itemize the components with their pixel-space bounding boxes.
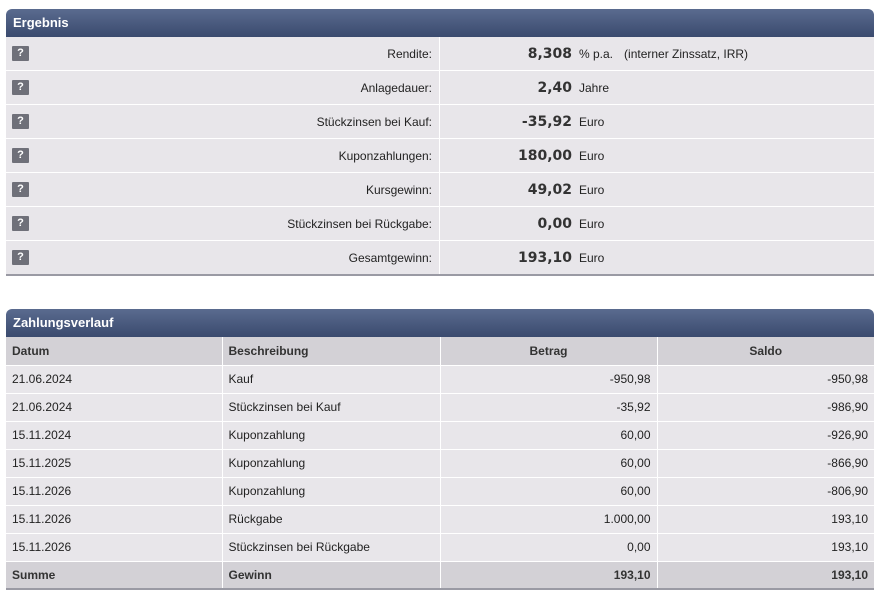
result-unit: Euro [579, 182, 605, 197]
result-title: Ergebnis [6, 9, 874, 37]
help-icon[interactable]: ? [12, 114, 29, 129]
cell-balance: -866,90 [657, 449, 874, 477]
result-label: Stückzinsen bei Rückgabe: [287, 216, 432, 231]
result-row-stueckzinsen-kauf [6, 105, 874, 139]
footer-label: Summe [6, 561, 222, 589]
cell-balance: -806,90 [657, 477, 874, 505]
result-value: -35,92 [521, 113, 572, 130]
cell-amount: 0,00 [440, 533, 657, 561]
result-row-gesamtgewinn [6, 241, 874, 276]
table-row [6, 421, 874, 449]
cell-description: Kauf [222, 365, 440, 393]
cell-balance: 193,10 [657, 505, 874, 533]
column-header-datum: Datum [6, 337, 222, 365]
result-panel [6, 9, 874, 276]
payments-table [6, 337, 874, 590]
cell-description: Stückzinsen bei Rückgabe [222, 533, 440, 561]
payments-title: Zahlungsverlauf [6, 309, 874, 337]
column-header-beschreibung: Beschreibung [222, 337, 440, 365]
cell-description: Rückgabe [222, 505, 440, 533]
cell-amount: 60,00 [440, 449, 657, 477]
help-icon[interactable]: ? [12, 148, 29, 163]
result-row-stueckzinsen-rueckgabe [6, 207, 874, 241]
result-label: Anlagedauer: [360, 80, 432, 95]
result-row-rendite [6, 37, 874, 71]
cell-date: 15.11.2026 [6, 477, 222, 505]
result-unit: % p.a. [579, 46, 614, 61]
table-row [6, 365, 874, 393]
cell-date: 15.11.2024 [6, 421, 222, 449]
help-icon[interactable]: ? [12, 80, 29, 95]
result-value: 180,00 [517, 147, 572, 164]
result-value: 0,00 [537, 215, 572, 232]
cell-amount: 60,00 [440, 421, 657, 449]
result-row-anlagedauer [6, 71, 874, 105]
cell-balance: -926,90 [657, 421, 874, 449]
payments-panel [6, 309, 874, 590]
footer-description: Gewinn [222, 561, 440, 589]
table-row [6, 477, 874, 505]
result-value: 49,02 [527, 181, 572, 198]
result-unit: Euro [579, 216, 605, 231]
footer-balance: 193,10 [657, 561, 874, 589]
cell-balance: -950,98 [657, 365, 874, 393]
table-footer-row [6, 561, 874, 589]
result-value: 8,308 [527, 45, 572, 62]
help-icon[interactable]: ? [12, 182, 29, 197]
table-row [6, 449, 874, 477]
cell-description: Kuponzahlung [222, 421, 440, 449]
cell-description: Kuponzahlung [222, 449, 440, 477]
help-icon[interactable]: ? [12, 216, 29, 231]
cell-amount: -950,98 [440, 365, 657, 393]
result-label: Stückzinsen bei Kauf: [316, 114, 432, 129]
cell-date: 21.06.2024 [6, 393, 222, 421]
table-row [6, 505, 874, 533]
result-label: Gesamtgewinn: [348, 250, 432, 265]
result-table [6, 37, 874, 276]
result-unit: Jahre [579, 80, 610, 95]
result-label: Kursgewinn: [365, 182, 432, 197]
result-row-kuponzahlungen [6, 139, 874, 173]
cell-amount: 60,00 [440, 477, 657, 505]
cell-balance: 193,10 [657, 533, 874, 561]
table-header-row [6, 337, 874, 365]
cell-amount: -35,92 [440, 393, 657, 421]
table-row [6, 393, 874, 421]
cell-description: Kuponzahlung [222, 477, 440, 505]
cell-description: Stückzinsen bei Kauf [222, 393, 440, 421]
result-unit: Euro [579, 114, 605, 129]
result-unit: Euro [579, 148, 605, 163]
result-value: 2,40 [537, 79, 572, 96]
result-value: 193,10 [517, 249, 572, 266]
cell-date: 15.11.2025 [6, 449, 222, 477]
cell-balance: -986,90 [657, 393, 874, 421]
cell-date: 21.06.2024 [6, 365, 222, 393]
result-note: (interner Zinssatz, IRR) [624, 46, 749, 61]
cell-date: 15.11.2026 [6, 505, 222, 533]
result-label: Kuponzahlungen: [338, 148, 432, 163]
result-label: Rendite: [387, 46, 432, 61]
result-row-kursgewinn [6, 173, 874, 207]
column-header-saldo: Saldo [657, 337, 874, 365]
help-icon[interactable]: ? [12, 46, 29, 61]
result-unit: Euro [579, 250, 605, 265]
cell-amount: 1.000,00 [440, 505, 657, 533]
help-icon[interactable]: ? [12, 250, 29, 265]
cell-date: 15.11.2026 [6, 533, 222, 561]
table-row [6, 533, 874, 561]
footer-amount: 193,10 [440, 561, 657, 589]
column-header-betrag: Betrag [440, 337, 657, 365]
